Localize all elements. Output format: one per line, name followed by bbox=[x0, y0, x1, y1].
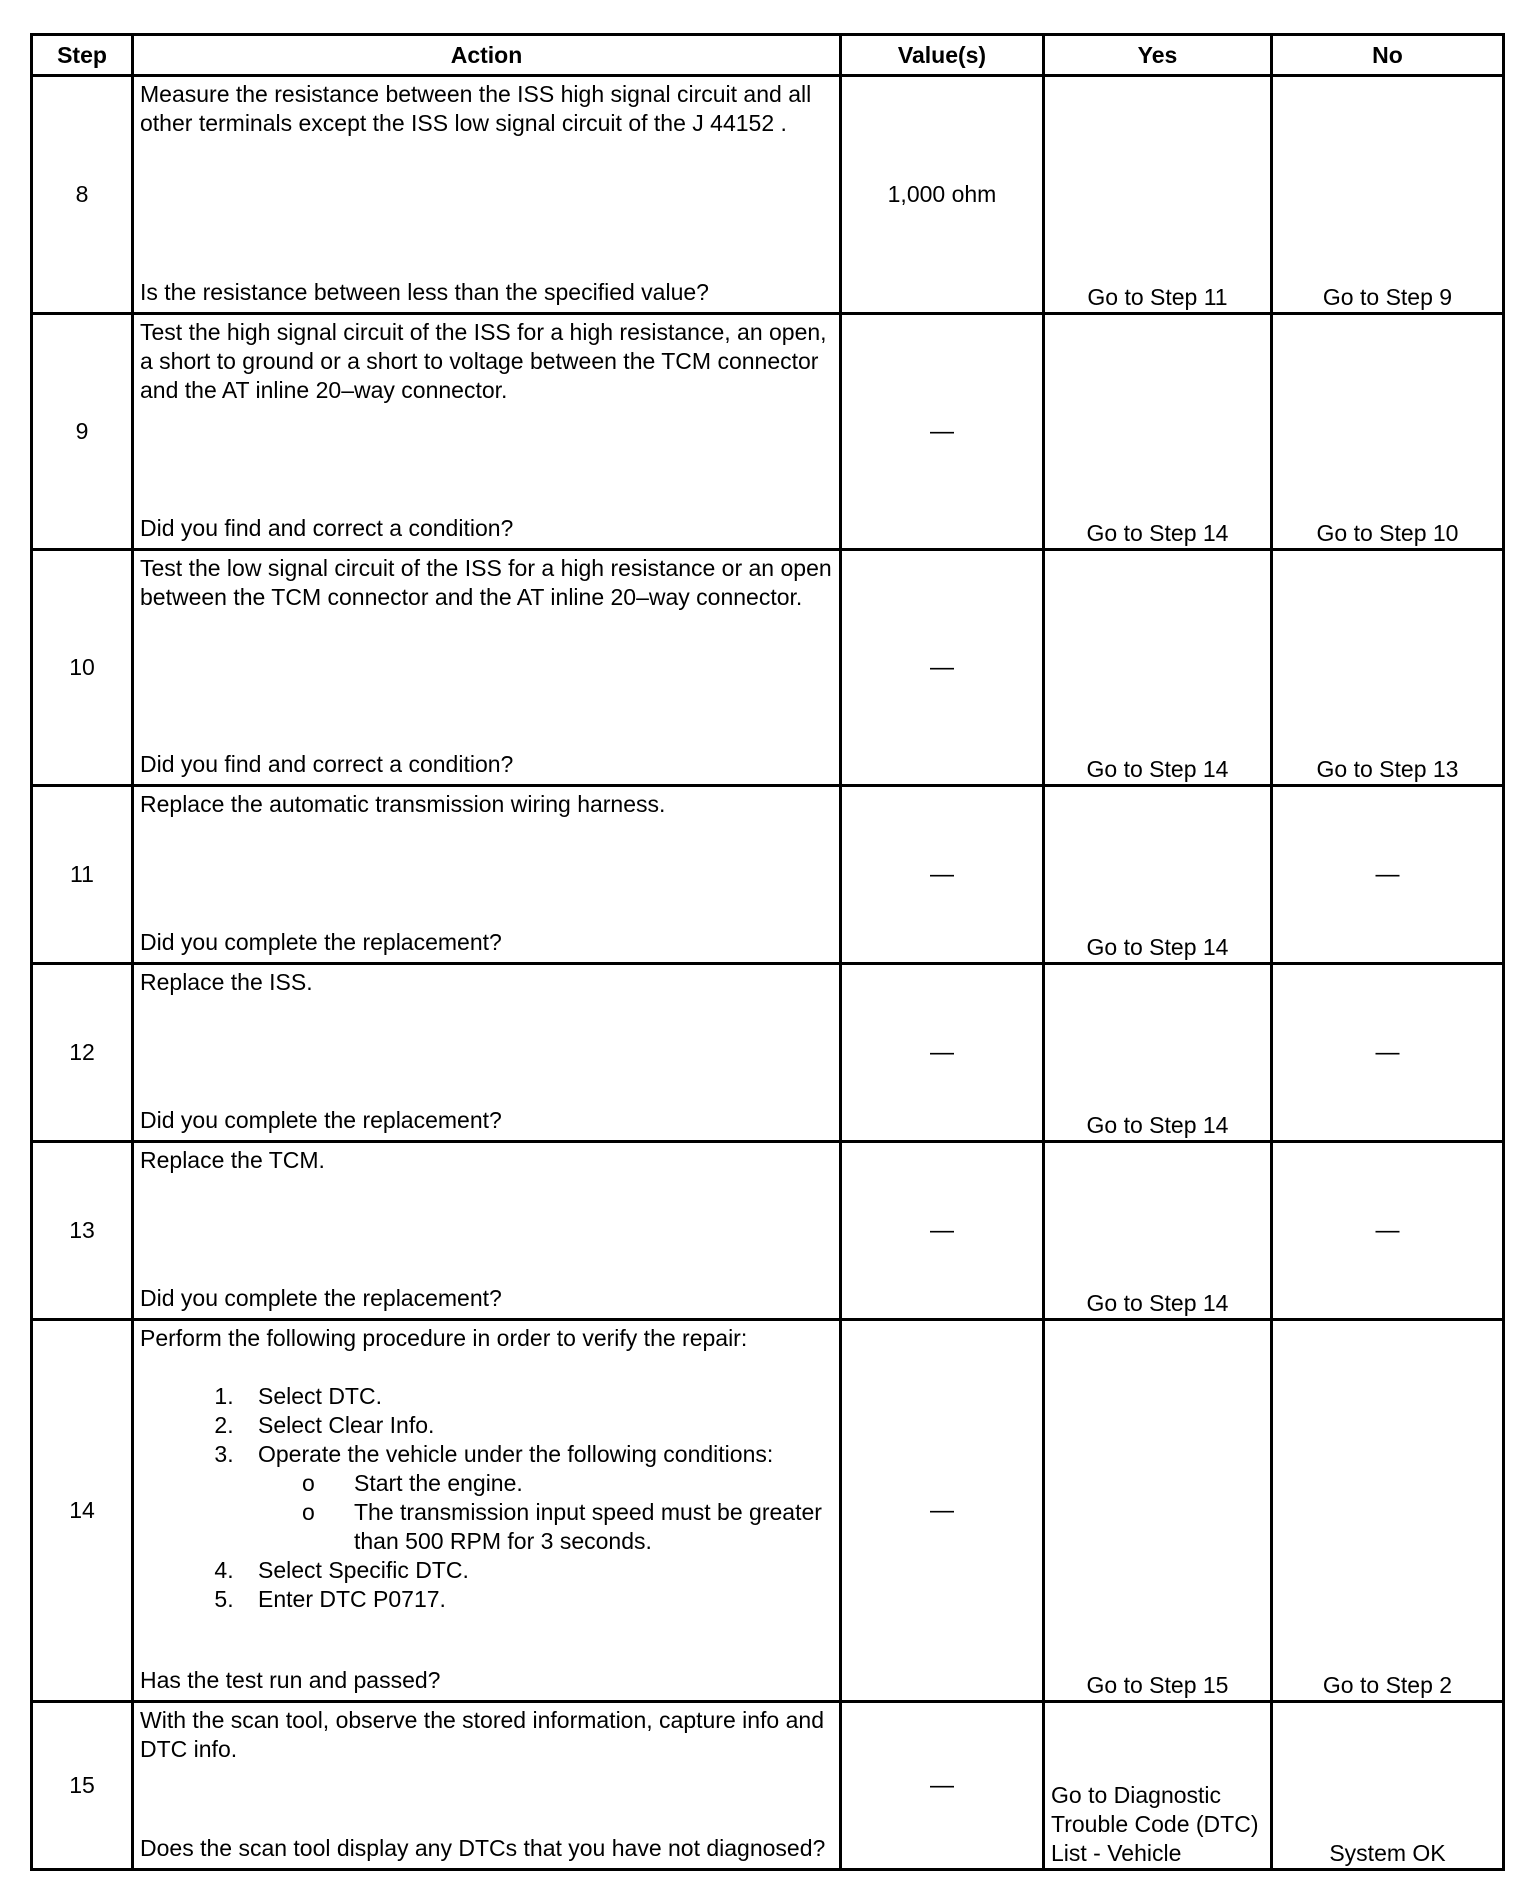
yes-cell: Go to Step 15 bbox=[1044, 1320, 1272, 1702]
condition-item: o The transmission input speed must be greater than 500 RPM for 3 seconds. bbox=[302, 1499, 822, 1554]
action-cell bbox=[133, 1320, 841, 1702]
yes-cell: Go to Step 14 bbox=[1044, 314, 1272, 550]
header-yes: Yes bbox=[1044, 35, 1272, 76]
table-row bbox=[32, 786, 1504, 964]
value-cell: — bbox=[841, 314, 1044, 550]
action-question: Did you complete the replacement? bbox=[140, 929, 502, 955]
procedure-step: 1. Select DTC. bbox=[240, 1382, 833, 1411]
step-number: 12 bbox=[32, 964, 133, 1142]
action-text: Replace the ISS. bbox=[140, 969, 313, 995]
action-text: Test the low signal circuit of the ISS for a high resistance or an open between the TCM connector and the AT inline 20–way connector. bbox=[140, 555, 832, 610]
action-cell bbox=[133, 76, 841, 314]
no-cell: Go to Step 9 bbox=[1272, 76, 1504, 314]
no-cell: Go to Step 13 bbox=[1272, 550, 1504, 786]
value-cell: — bbox=[841, 1702, 1044, 1870]
no-cell: — bbox=[1272, 1142, 1504, 1320]
no-cell: Go to Step 2 bbox=[1272, 1320, 1504, 1702]
action-cell bbox=[133, 964, 841, 1142]
step-number: 15 bbox=[32, 1702, 133, 1870]
table-row bbox=[32, 1702, 1504, 1870]
step-number: 13 bbox=[32, 1142, 133, 1320]
action-text: Replace the TCM. bbox=[140, 1147, 325, 1173]
no-cell: Go to Step 10 bbox=[1272, 314, 1504, 550]
no-cell: — bbox=[1272, 964, 1504, 1142]
header-no: No bbox=[1272, 35, 1504, 76]
action-question: Is the resistance between less than the specified value? bbox=[140, 279, 709, 305]
header-values: Value(s) bbox=[841, 35, 1044, 76]
action-cell bbox=[133, 550, 841, 786]
diagnostic-table bbox=[30, 33, 1505, 1871]
action-question: Did you complete the replacement? bbox=[140, 1107, 502, 1133]
procedure-step: 2. Select Clear Info. bbox=[240, 1411, 833, 1440]
value-cell: — bbox=[841, 550, 1044, 786]
action-text: Perform the following procedure in order to verify the repair: bbox=[140, 1325, 748, 1351]
action-cell bbox=[133, 786, 841, 964]
circle-bullet-icon: o bbox=[302, 1470, 315, 1496]
action-cell bbox=[133, 314, 841, 550]
diagnostic-table-container bbox=[30, 33, 1502, 1871]
action-question: Did you find and correct a condition? bbox=[140, 515, 514, 541]
table-row bbox=[32, 1142, 1504, 1320]
procedure-list bbox=[140, 1382, 833, 1614]
circle-bullet-icon: o bbox=[302, 1499, 315, 1525]
no-cell: — bbox=[1272, 786, 1504, 964]
procedure-step: 5. Enter DTC P0717. bbox=[240, 1585, 833, 1614]
yes-cell: Go to Diagnostic Trouble Code (DTC) List - Vehicle bbox=[1044, 1702, 1272, 1870]
step-number: 14 bbox=[32, 1320, 133, 1702]
value-cell: — bbox=[841, 786, 1044, 964]
action-cell bbox=[133, 1142, 841, 1320]
yes-cell: Go to Step 11 bbox=[1044, 76, 1272, 314]
header-step: Step bbox=[32, 35, 133, 76]
value-cell: 1,000 ohm bbox=[841, 76, 1044, 314]
table-row bbox=[32, 1320, 1504, 1702]
header-row bbox=[32, 35, 1504, 76]
action-question: Does the scan tool display any DTCs that you have not diagnosed? bbox=[140, 1835, 826, 1861]
action-text: Test the high signal circuit of the ISS for a high resistance, an open, a short to ground or a short to voltage between the TCM connector and the AT inline 20–way connector. bbox=[140, 319, 827, 403]
yes-cell: Go to Step 14 bbox=[1044, 550, 1272, 786]
table-row bbox=[32, 76, 1504, 314]
action-question: Has the test run and passed? bbox=[140, 1667, 441, 1693]
header-action: Action bbox=[133, 35, 841, 76]
table-row bbox=[32, 964, 1504, 1142]
step-number: 10 bbox=[32, 550, 133, 786]
value-cell: — bbox=[841, 1142, 1044, 1320]
no-cell: System OK bbox=[1272, 1702, 1504, 1870]
step-number: 11 bbox=[32, 786, 133, 964]
action-text: Measure the resistance between the ISS high signal circuit and all other terminals except the ISS low signal circuit of the J 44152 . bbox=[140, 81, 812, 136]
action-question: Did you find and correct a condition? bbox=[140, 751, 514, 777]
action-text: Replace the automatic transmission wiring harness. bbox=[140, 791, 666, 817]
value-cell: — bbox=[841, 1320, 1044, 1702]
procedure-step: 4. Select Specific DTC. bbox=[240, 1556, 833, 1585]
action-text: With the scan tool, observe the stored information, capture info and DTC info. bbox=[140, 1707, 824, 1762]
yes-cell: Go to Step 14 bbox=[1044, 964, 1272, 1142]
value-cell: — bbox=[841, 964, 1044, 1142]
yes-cell: Go to Step 14 bbox=[1044, 1142, 1272, 1320]
condition-item: o Start the engine. bbox=[302, 1470, 523, 1496]
yes-cell: Go to Step 14 bbox=[1044, 786, 1272, 964]
table-row bbox=[32, 550, 1504, 786]
action-cell bbox=[133, 1702, 841, 1870]
step-number: 8 bbox=[32, 76, 133, 314]
table-row bbox=[32, 314, 1504, 550]
conditions-list bbox=[258, 1469, 833, 1556]
step-number: 9 bbox=[32, 314, 133, 550]
action-question: Did you complete the replacement? bbox=[140, 1285, 502, 1311]
procedure-step: 3. Operate the vehicle under the following conditions: o Start the engine. o The transmission input speed must be greater than 500 RPM for 3 seconds. bbox=[240, 1440, 833, 1556]
